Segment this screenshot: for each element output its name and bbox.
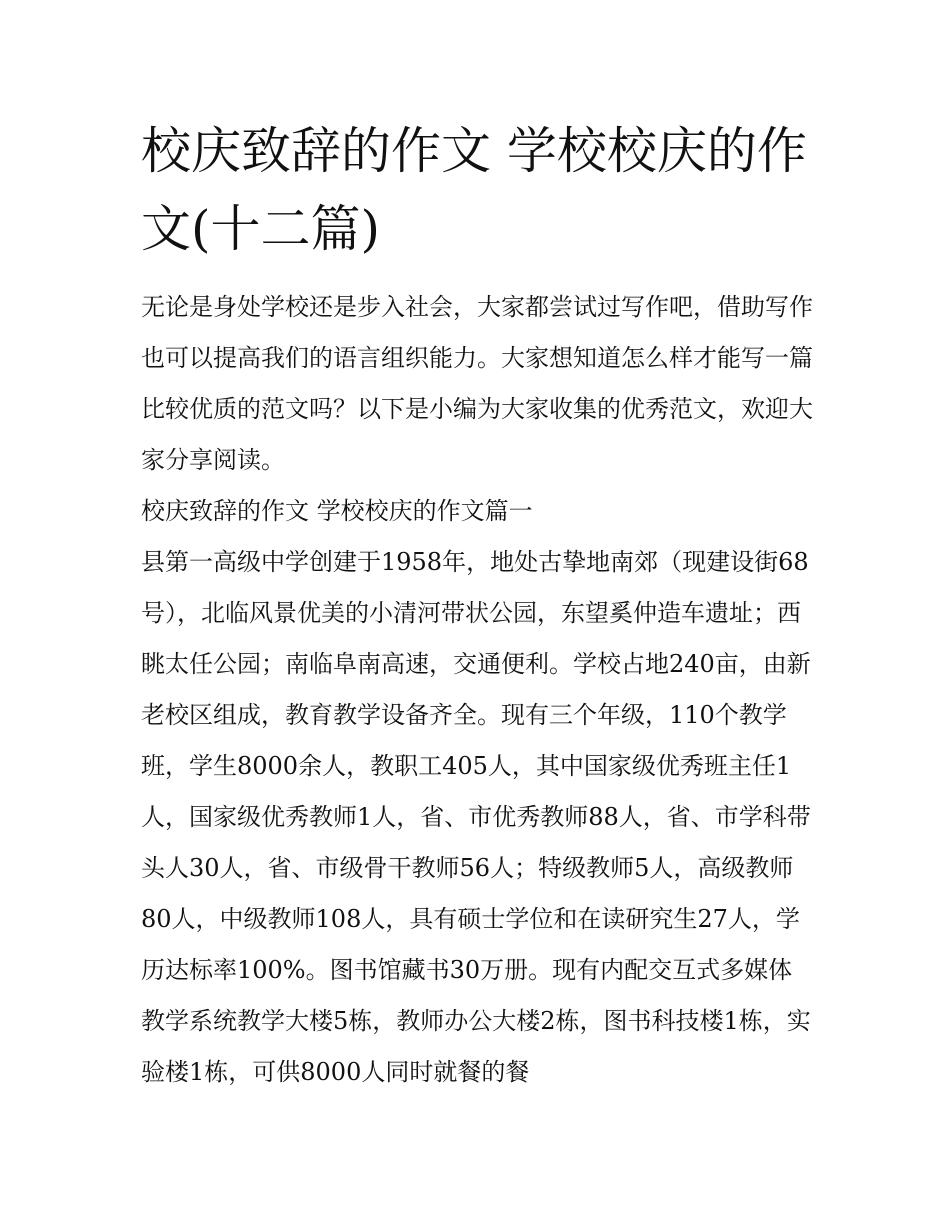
section-heading: 校庆致辞的作文 学校校庆的作文篇一 <box>141 497 533 525</box>
document-title: 校庆致辞的作文 学校校庆的作文(十二篇) <box>141 122 807 258</box>
body-paragraph: 县第一高级中学创建于1958年，地处古挚地南郊（现建设街68号），北临风景优美的小清河带状公园，东望奚仲造车遗址；西眺太任公园；南临阜南高速，交通便利。学校占地240亩，由新老校区组成，教育教学设备齐全。现有三个年级，110个教学班，学生8000余人，教职工405人，其中国家级优秀班主任1人，国家级优秀教师1人，省、市优秀教师88人，省、市学科带头人30人，省、市级骨干教师56人；特级教师5人，高级教师80人，中级教师108人，具有硕士学位和在读研究生27人，学历达标率100%。图书馆藏书30万册。现有内配交互式多媒体教学系统教学大楼5栋，教师办公大楼2栋，图书科技楼1栋，实验楼1栋，可供8000人同时就餐的餐 <box>141 548 811 1086</box>
document-page <box>141 112 813 1098</box>
intro-paragraph: 无论是身处学校还是步入社会，大家都尝试过写作吧，借助写作也可以提高我们的语言组织能力。大家想知道怎么样才能写一篇比较优质的范文吗？以下是小编为大家收集的优秀范文，欢迎大家分享阅读。 <box>141 293 813 474</box>
